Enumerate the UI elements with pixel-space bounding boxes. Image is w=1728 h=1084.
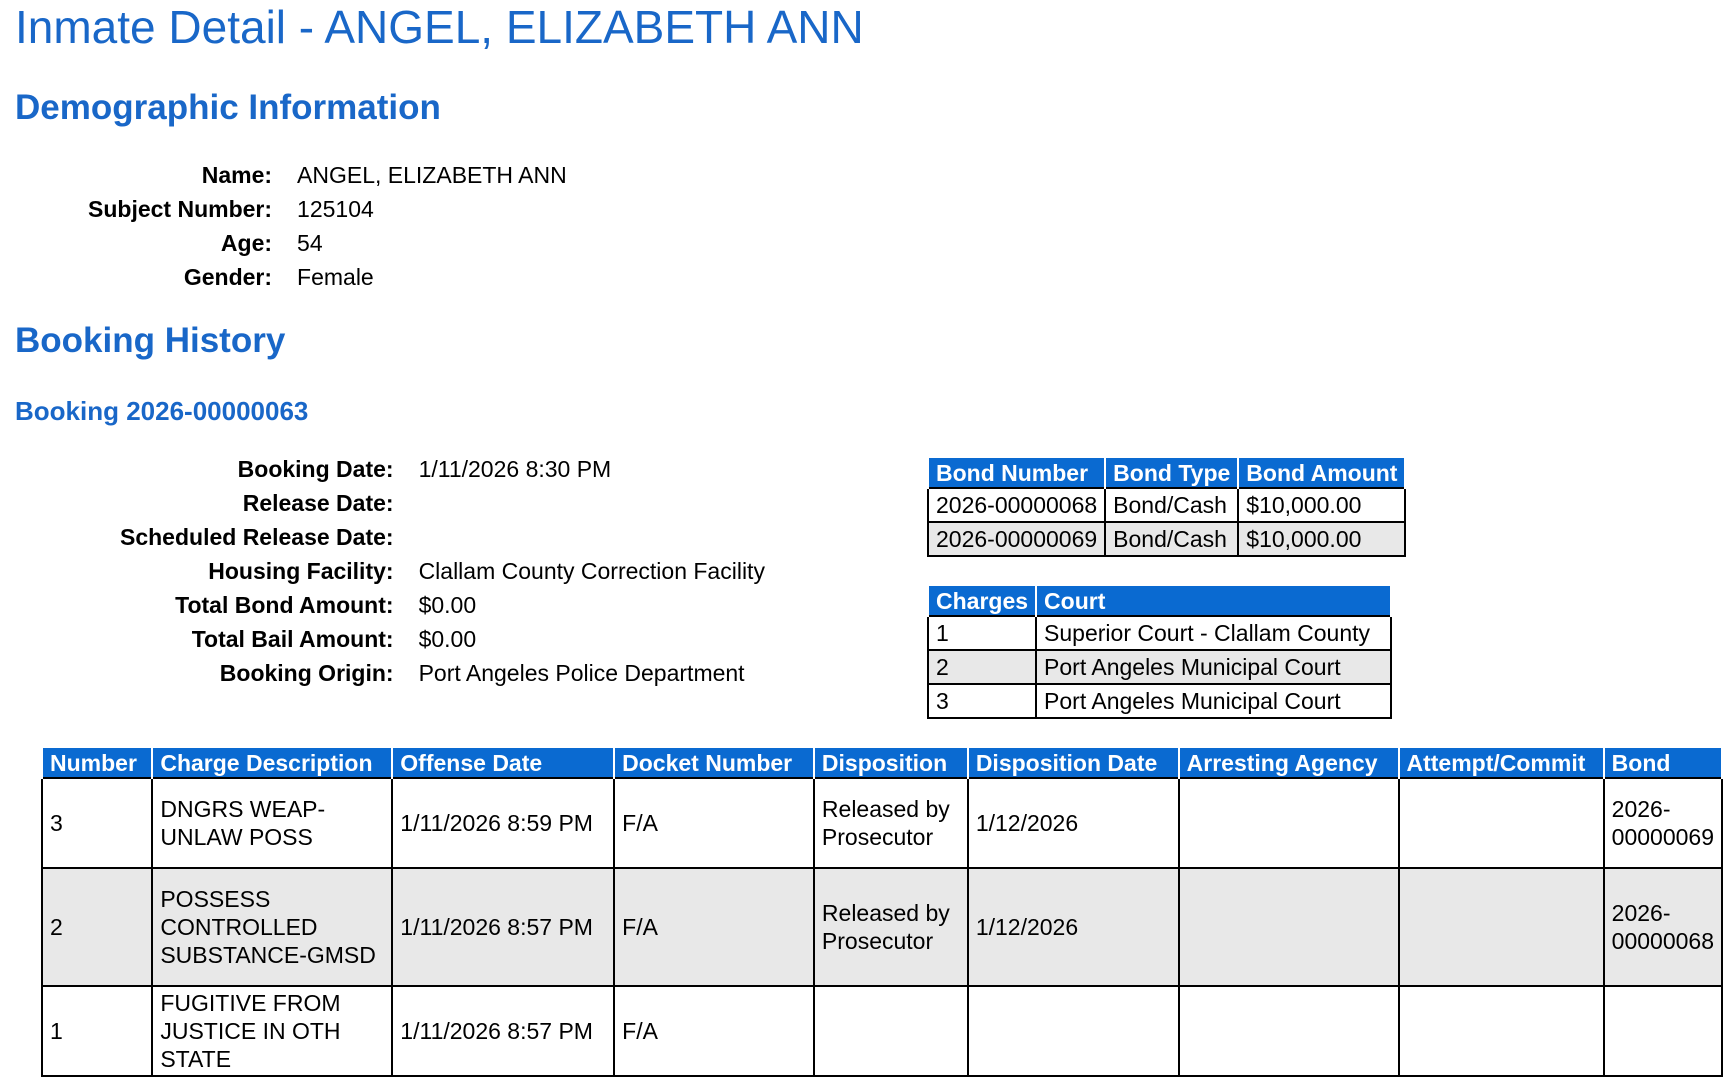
disposition-cell [814, 986, 968, 1076]
booking-row [120, 588, 765, 622]
field-label: Housing Facility: [208, 557, 394, 584]
charges-table [41, 748, 1723, 1077]
docket-number-cell: F/A [614, 778, 814, 868]
bond-type-cell: Bond/Cash [1105, 522, 1238, 556]
offense-date-cell: 1/11/2026 8:57 PM [392, 986, 614, 1076]
booking-details-table [120, 452, 765, 690]
column-header: Docket Number [614, 748, 814, 778]
column-header: Charge Description [152, 748, 392, 778]
court-cell: Port Angeles Municipal Court [1036, 684, 1391, 718]
attempt-commit-cell [1399, 986, 1604, 1076]
bond-number-cell: 2026-00000068 [928, 488, 1105, 522]
field-label: Release Date: [242, 489, 394, 516]
disposition-date-cell: 1/12/2026 [968, 868, 1179, 986]
charge-number-cell: 1 [928, 616, 1036, 650]
booking-row [120, 452, 765, 486]
booking-heading: Booking 2026-00000063 [15, 396, 309, 426]
attempt-commit-cell [1399, 778, 1604, 868]
column-header: Number [42, 748, 152, 778]
table-row [928, 522, 1405, 556]
column-header: Disposition Date [968, 748, 1179, 778]
table-row [928, 650, 1391, 684]
column-header: Bond Amount [1238, 458, 1405, 488]
column-header: Offense Date [392, 748, 614, 778]
bond-type-cell: Bond/Cash [1105, 488, 1238, 522]
field-label: Scheduled Release Date: [120, 523, 394, 550]
field-value [394, 486, 765, 520]
disposition-cell: Released by Prosecutor [814, 868, 968, 986]
column-header: Charges [928, 586, 1036, 616]
column-header: Bond Number [928, 458, 1105, 488]
field-value: Female [297, 263, 374, 290]
column-header: Bond Type [1105, 458, 1238, 488]
field-value: Port Angeles Police Department [418, 659, 745, 686]
page-title: Inmate Detail - ANGEL, ELIZABETH ANN [15, 1, 864, 53]
courts-header-row [928, 586, 1391, 616]
field-label: Name: [201, 161, 273, 188]
offense-date-cell: 1/11/2026 8:59 PM [392, 778, 614, 868]
courts-table [927, 586, 1392, 719]
column-header: Attempt/Commit [1399, 748, 1604, 778]
field-value: ANGEL, ELIZABETH ANN [297, 161, 567, 188]
field-value: $0.00 [418, 625, 477, 652]
disposition-date-cell: 1/12/2026 [968, 778, 1179, 868]
field-value: 1/11/2026 8:30 PM [418, 455, 612, 482]
charge-number-cell: 2 [928, 650, 1036, 684]
bond-cell: 2026-00000069 [1604, 778, 1722, 868]
court-cell: Superior Court - Clallam County [1036, 616, 1391, 650]
charge-number-cell: 3 [42, 778, 152, 868]
charge-number-cell: 2 [42, 868, 152, 986]
disposition-date-cell [968, 986, 1179, 1076]
charge-description-cell: DNGRS WEAP-UNLAW POSS [152, 778, 392, 868]
column-header: Arresting Agency [1179, 748, 1399, 778]
booking-row [120, 622, 765, 656]
field-label: Gender: [183, 263, 273, 290]
disposition-cell: Released by Prosecutor [814, 778, 968, 868]
demographic-heading: Demographic Information [15, 88, 441, 127]
field-label: Total Bail Amount: [191, 625, 394, 652]
bond-amount-cell: $10,000.00 [1238, 488, 1405, 522]
column-header: Disposition [814, 748, 968, 778]
table-row [928, 684, 1391, 718]
docket-number-cell: F/A [614, 986, 814, 1076]
booking-row [120, 520, 765, 554]
field-value: 54 [297, 229, 323, 256]
booking-row [120, 554, 765, 588]
field-label: Booking Date: [237, 455, 394, 482]
booking-row [120, 656, 765, 690]
bond-number-cell: 2026-00000069 [928, 522, 1105, 556]
attempt-commit-cell [1399, 868, 1604, 986]
demographic-row [88, 158, 567, 192]
charge-description-cell: FUGITIVE FROM JUSTICE IN OTH STATE [152, 986, 392, 1076]
arresting-agency-cell [1179, 778, 1399, 868]
field-label: Age: [220, 229, 273, 256]
bond-cell [1604, 986, 1722, 1076]
field-value: Clallam County Correction Facility [418, 557, 765, 584]
docket-number-cell: F/A [614, 868, 814, 986]
field-label: Total Bond Amount: [175, 591, 394, 618]
charge-number-cell: 3 [928, 684, 1036, 718]
court-cell: Port Angeles Municipal Court [1036, 650, 1391, 684]
booking-history-heading: Booking History [15, 321, 286, 360]
bonds-table [927, 458, 1406, 557]
table-row [42, 868, 1722, 986]
demographic-table [88, 158, 567, 294]
field-value: $0.00 [418, 591, 477, 618]
field-label: Booking Origin: [219, 659, 394, 686]
offense-date-cell: 1/11/2026 8:57 PM [392, 868, 614, 986]
demographic-row [88, 192, 567, 226]
table-row [42, 986, 1722, 1076]
charge-description-cell: POSSESS CONTROLLED SUBSTANCE-GMSD [152, 868, 392, 986]
field-label: Subject Number: [88, 195, 273, 222]
field-value: 125104 [297, 195, 374, 222]
arresting-agency-cell [1179, 986, 1399, 1076]
table-row [42, 778, 1722, 868]
table-row [928, 616, 1391, 650]
field-value [394, 520, 765, 554]
table-row [928, 488, 1405, 522]
charges-header-row [42, 748, 1722, 778]
demographic-row [88, 226, 567, 260]
booking-row [120, 486, 765, 520]
demographic-row [88, 260, 567, 294]
column-header: Court [1036, 586, 1391, 616]
arresting-agency-cell [1179, 868, 1399, 986]
column-header: Bond [1604, 748, 1722, 778]
charge-number-cell: 1 [42, 986, 152, 1076]
bonds-header-row [928, 458, 1405, 488]
bond-amount-cell: $10,000.00 [1238, 522, 1405, 556]
bond-cell: 2026-00000068 [1604, 868, 1722, 986]
